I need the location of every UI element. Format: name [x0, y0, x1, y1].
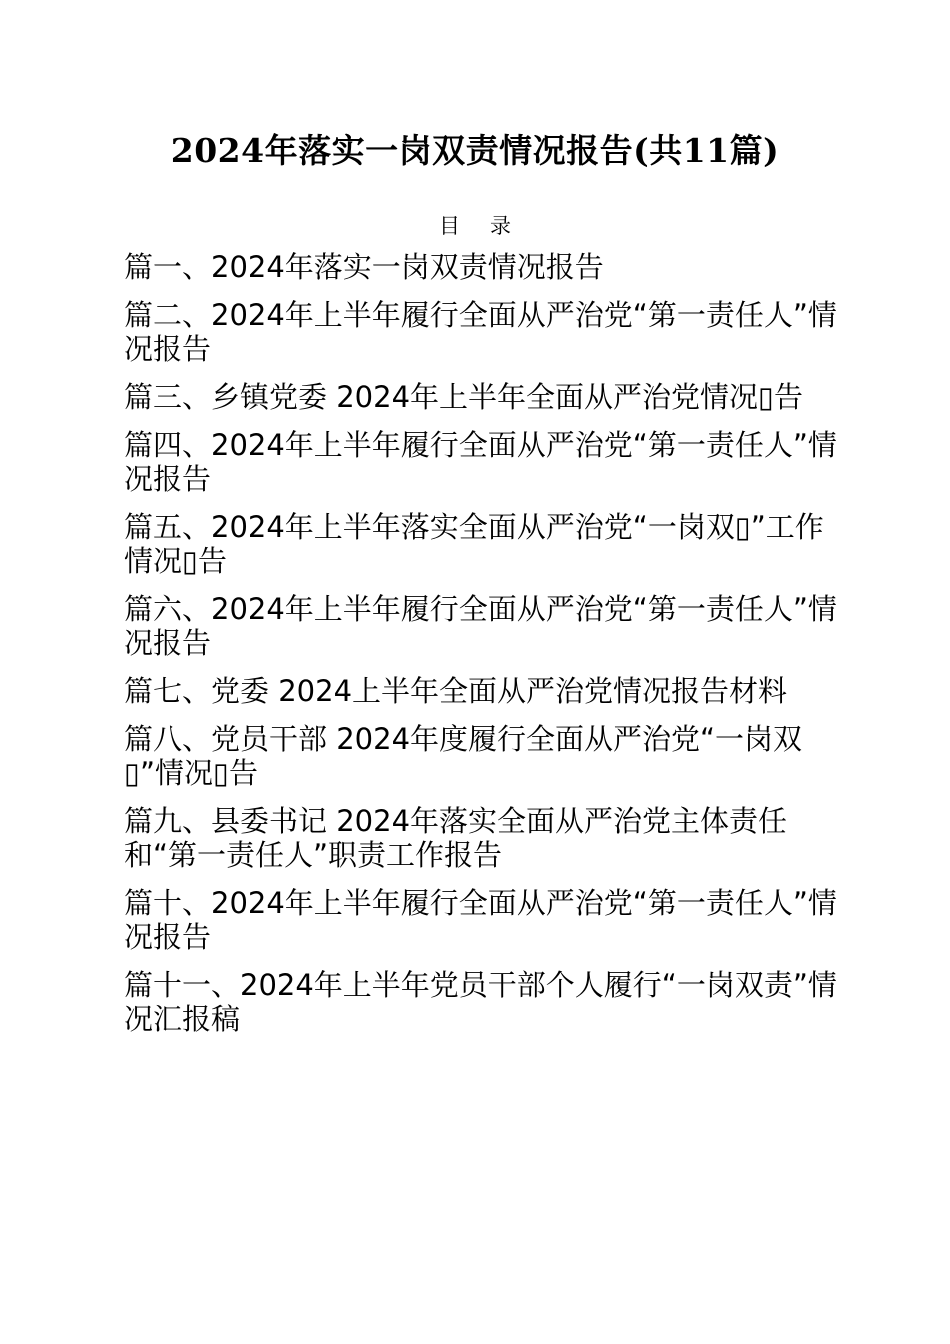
toc-heading: 目录 [439, 214, 541, 238]
toc-item-6[interactable]: 篇六、2024年上半年履行全面从严治党“第一责任人”情况报告 [124, 592, 837, 660]
toc-item-4[interactable]: 篇四、2024年上半年履行全面从严治党“第一责任人”情况报告 [124, 428, 837, 496]
table-of-contents [124, 250, 850, 1036]
toc-item-10[interactable]: 篇十、2024年上半年履行全面从严治党“第一责任人”情况报告 [124, 886, 837, 954]
toc-item-7[interactable]: 篇七、党委 2024上半年全面从严治党情况报告材料 [124, 674, 788, 708]
toc-item-2[interactable]: 篇二、2024年上半年履行全面从严治党“第一责任人”情况报告 [124, 298, 837, 366]
toc-item-8[interactable]: 篇八、党员干部 2024年度履行全面从严治党“一岗双▯”情况▯告 [124, 722, 803, 790]
toc-item-11[interactable]: 篇十一、2024年上半年党员干部个人履行“一岗双责”情况汇报稿 [124, 968, 837, 1036]
toc-item-3[interactable]: 篇三、乡镇党委 2024年上半年全面从严治党情况▯告 [124, 380, 803, 414]
toc-item-9[interactable]: 篇九、县委书记 2024年落实全面从严治党主体责任和“第一责任人”职责工作报告 [124, 804, 788, 872]
toc-item-5[interactable]: 篇五、2024年上半年落实全面从严治党“一岗双▯”工作情况▯告 [124, 510, 824, 578]
document-title: 2024年落实一岗双责情况报告(共11篇) [170, 131, 780, 170]
toc-item-1[interactable]: 篇一、2024年落实一岗双责情况报告 [124, 250, 604, 284]
